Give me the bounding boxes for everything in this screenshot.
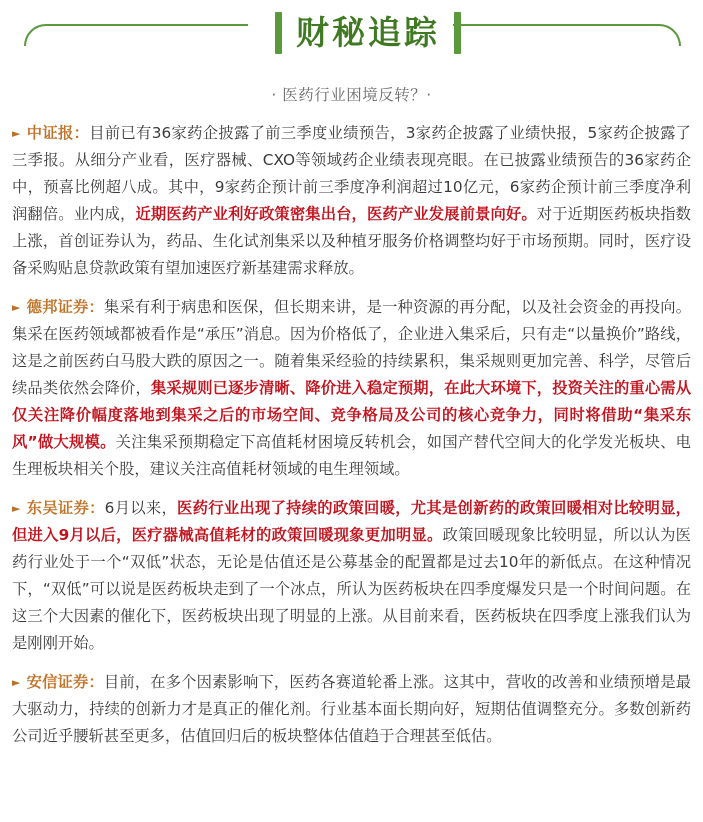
header-flourish-right xyxy=(453,24,681,46)
triangle-right-icon: ► xyxy=(12,676,21,689)
paragraph-anxin xyxy=(12,669,691,750)
body-text: 集采有利于病患和医保，但长期来讲，是一种资源的再分配，以及社会资金的再投向。集采在医药领域都被看作是“承压”消息。因为价格低了，企业进入集采后，只有走“以量换价”路线，这是之前医药白马股大跌的原因之一。随着集采经验的持续累积，集采规则更加完善、科学，尽管后续品类依然会降价， xyxy=(12,298,691,397)
source-label: 中证报： xyxy=(26,124,90,142)
highlighted-text: 集采规则已逐步清晰、降价进入稳定预期，在此大环境下，投资关注的重心需从仅关注降价幅度落地到集采之后的市场空间、竞争格局及公司的核心竞争力，同时将借助“集采东风”做大规模。 xyxy=(12,379,691,451)
column-header xyxy=(12,0,691,68)
column-title-box xyxy=(262,10,474,56)
paragraph-dongwu xyxy=(12,495,691,657)
column-title: 财秘追踪 xyxy=(296,13,440,52)
paragraph-debang xyxy=(12,294,691,483)
source-label: 东吴证券： xyxy=(26,499,105,517)
body-text: 目前，在多个因素影响下，医药各赛道轮番上涨。这其中，营收的改善和业绩预增是最大驱动力，持续的创新力才是真正的催化剂。行业基本面长期向好，短期估值调整充分。多数创新药公司近乎腰斩甚至更多，估值回归后的板块整体估值趋于合理甚至低估。 xyxy=(12,673,691,745)
highlighted-text: 医药行业出现了持续的政策回暖，尤其是创新药的政策回暖相对比较明显，但进入9月以后，医疗器械高值耗材的政策回暖现象更加明显。 xyxy=(12,499,691,544)
triangle-right-icon: ► xyxy=(12,127,21,140)
source-label: 安信证券： xyxy=(26,673,104,691)
title-bar-left xyxy=(275,12,282,54)
source-label: 德邦证券： xyxy=(26,298,104,316)
triangle-right-icon: ► xyxy=(12,301,21,314)
header-flourish-left xyxy=(24,24,248,46)
triangle-right-icon: ► xyxy=(12,502,21,515)
paragraph-zhongzhengbao xyxy=(12,120,691,282)
body-text: 6月以来， xyxy=(104,499,178,517)
body-text: 目前已有36家药企披露了前三季度业绩预告，3家药企披露了业绩快报，5家药企披露了三季报。从细分产业看，医疗器械、CXO等领域药企业绩表现亮眼。在已披露业绩预告的36家药企中，预喜比例超八成。其中，9家药企预计前三季度净利润超过10亿元，6家药企预计前三季度净利润翻倍。业内成， xyxy=(12,124,691,223)
body-text: 对于近期医药板块指数上涨，首创证券认为，药品、生化试剂集采以及种植牙服务价格调整均好于市场预期。同时，医疗设备采购贴息贷款政策有望加速医疗新基建需求释放。 xyxy=(12,205,691,277)
body-text: 关注集采预期稳定下高值耗材困境反转机会，如国产替代空间大的化学发光板块、电生理板块相关个股，建议关注高值耗材领域的电生理领域。 xyxy=(12,433,691,478)
title-bar-right xyxy=(454,12,461,54)
body-text: 政策回暖现象比较明显，所以认为医药行业处于一个“双低”状态，无论是估值还是公募基金的配置都是过去10年的新低点。在这种情况下，“双低”可以说是医药板块走到了一个冰点，所认为医药板块在四季度爆发只是一个时间问题。在这三个大因素的催化下，医药板块出现了明显的上涨。从目前来看，医药板块在四季度上涨我们认为是刚刚开始。 xyxy=(12,526,691,652)
article-body xyxy=(12,120,691,750)
article-subtitle: · 医药行业困境反转？· xyxy=(271,86,432,104)
highlighted-text: 近期医药产业利好政策密集出台，医药产业发展前景向好。 xyxy=(135,205,537,223)
